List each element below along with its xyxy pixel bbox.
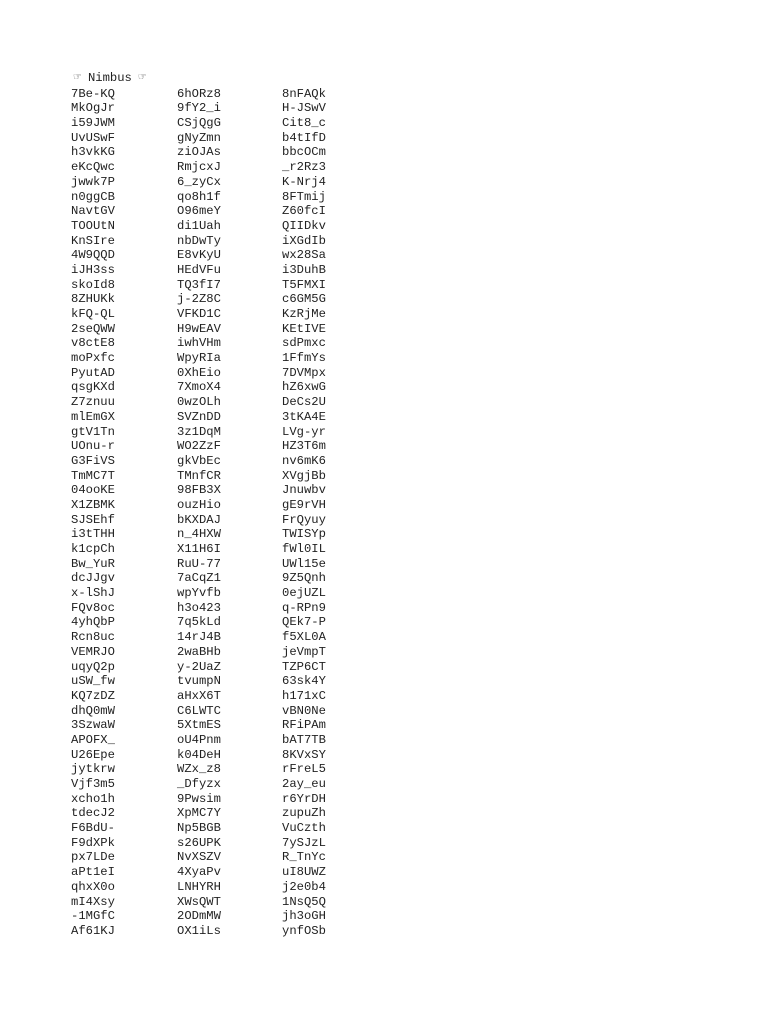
code-cell: mlEmGX <box>71 409 115 424</box>
code-cell: H9wEAV <box>177 321 221 336</box>
code-cell: RmjcxJ <box>177 160 221 175</box>
code-cell: 7aCqZ1 <box>177 571 221 586</box>
code-cell: wx28Sa <box>282 248 326 263</box>
code-cell: Jnuwbv <box>282 483 326 498</box>
code-cell: Vjf3m5 <box>71 777 115 791</box>
code-cell: 0XhEio <box>177 365 221 380</box>
code-cell: F6BdU- <box>71 821 115 836</box>
code-cell: tdecJ2 <box>71 806 115 821</box>
code-cell: TWISYp <box>282 527 326 542</box>
code-cell: px7LDe <box>71 850 115 865</box>
code-cell: 3SzwaW <box>71 718 115 733</box>
code-cell: UvUSwF <box>71 130 115 145</box>
code-cell: 6_zyCx <box>177 174 221 189</box>
code-cell: Np5BGB <box>177 821 221 836</box>
code-cell: VFKD1C <box>177 307 221 321</box>
pointing-hand-icon: ☞ <box>73 72 82 83</box>
code-cell: j-2Z8C <box>177 292 221 307</box>
code-cell: 9fY2_i <box>177 101 221 116</box>
code-cell: T5FMXI <box>282 277 326 292</box>
code-cell: 7DVMpx <box>282 365 326 380</box>
code-cell: LNHYRH <box>177 879 221 894</box>
code-cell: 9Z5Qnh <box>282 571 326 586</box>
code-cell: b4tIfD <box>282 130 326 145</box>
code-cell: TOOUtN <box>71 218 115 233</box>
code-cell: xcho1h <box>71 791 115 806</box>
code-cell: uI8UWZ <box>282 865 326 880</box>
code-cell: 7q5kLd <box>177 615 221 630</box>
code-cell: zupuZh <box>282 806 326 821</box>
code-cell: gE9rVH <box>282 497 326 512</box>
code-cell: mI4Xsy <box>71 894 115 909</box>
code-cell: WO2ZzF <box>177 439 221 454</box>
code-cell: skoId8 <box>71 277 115 292</box>
code-cell: U26Epe <box>71 747 115 762</box>
code-cell: E8vKyU <box>177 248 221 263</box>
code-cell: rFreL5 <box>282 762 326 777</box>
code-cell: ynfOSb <box>282 923 326 938</box>
code-cell: QEk7-P <box>282 615 326 630</box>
code-cell: XWsQWT <box>177 894 221 909</box>
code-cell: SJSEhf <box>71 512 115 527</box>
code-cell: HEdVFu <box>177 262 221 277</box>
code-cell: i3DuhB <box>282 262 326 277</box>
code-cell: bKXDAJ <box>177 512 221 527</box>
code-cell: fWl0IL <box>282 542 326 556</box>
code-cell: di1Uah <box>177 218 221 233</box>
code-cell: x-lShJ <box>71 586 115 601</box>
code-cell: 14rJ4B <box>177 630 221 645</box>
code-cell: TQ3fI7 <box>177 277 221 292</box>
code-cell: c6GM5G <box>282 292 326 307</box>
code-cell: C6LWTC <box>177 703 221 718</box>
code-cell: UOnu-r <box>71 439 115 454</box>
code-cell: hZ6xwG <box>282 380 326 395</box>
code-cell: 8KVxSY <box>282 747 326 762</box>
code-cell: s26UPK <box>177 835 221 850</box>
code-cell: LVg-yr <box>282 424 326 439</box>
code-cell: 9Pwsim <box>177 791 221 806</box>
code-cell: qsgKXd <box>71 380 115 395</box>
code-cell: NavtGV <box>71 204 115 219</box>
code-cell: qo8h1f <box>177 189 221 204</box>
code-cell: iXGdIb <box>282 233 326 248</box>
code-cell: jh3oGH <box>282 909 326 924</box>
code-cell: KQ7zDZ <box>71 688 115 703</box>
document-header <box>71 71 342 86</box>
code-cell: WpyRIa <box>177 351 221 366</box>
code-cell: 7XmoX4 <box>177 380 221 395</box>
code-cell: bAT7TB <box>282 732 326 747</box>
code-cell: gNyZmn <box>177 130 221 145</box>
code-cell: 2waBHb <box>177 644 221 659</box>
code-cell: FQv8oc <box>71 600 115 615</box>
code-cell: h171xC <box>282 688 326 703</box>
code-cell: dcJJgv <box>71 571 115 586</box>
code-cell: G3FiVS <box>71 453 115 468</box>
code-cell: tvumpN <box>177 674 221 689</box>
code-cell: kFQ-QL <box>71 307 115 321</box>
code-cell: 4yhQbP <box>71 615 115 630</box>
code-cell: 6hORz8 <box>177 86 221 101</box>
code-cell: WZx_z8 <box>177 762 221 777</box>
code-cell: 3tKA4E <box>282 409 326 424</box>
code-cell: dhQ0mW <box>71 703 115 718</box>
code-cell: 98FB3X <box>177 483 221 498</box>
code-cell: TMnfCR <box>177 468 221 483</box>
code-cell: KEtIVE <box>282 321 326 336</box>
code-cell: X11H6I <box>177 542 221 556</box>
code-cell: n0ggCB <box>71 189 115 204</box>
code-cell: _r2Rz3 <box>282 160 326 175</box>
code-cell: 2ay_eu <box>282 777 326 791</box>
code-cell: aHxX6T <box>177 688 221 703</box>
code-cell: gkVbEc <box>177 453 221 468</box>
code-cell: PyutAD <box>71 365 115 380</box>
code-cell: nv6mK6 <box>282 453 326 468</box>
code-cell: f5XL0A <box>282 630 326 645</box>
code-cell: 63sk4Y <box>282 674 326 689</box>
code-cell: 0wzOLh <box>177 395 221 410</box>
code-cell: FrQyuy <box>282 512 326 527</box>
code-cell: RFiPAm <box>282 718 326 733</box>
code-cell: H-JSwV <box>282 101 326 116</box>
code-cell: i59JWM <box>71 116 115 131</box>
code-cell: 8ZHUKk <box>71 292 115 307</box>
code-cell: Z60fcI <box>282 204 326 219</box>
code-cell: RuU-77 <box>177 556 221 571</box>
code-cell: j2e0b4 <box>282 879 326 894</box>
code-cell: TmMC7T <box>71 468 115 483</box>
code-cell: KzRjMe <box>282 307 326 321</box>
code-cell: 8nFAQk <box>282 86 326 101</box>
code-cell: APOFX_ <box>71 732 115 747</box>
code-cell: 0ejUZL <box>282 586 326 601</box>
code-cell: Rcn8uc <box>71 630 115 645</box>
code-cell: HZ3T6m <box>282 439 326 454</box>
code-cell: DeCs2U <box>282 395 326 410</box>
code-cell: O96meY <box>177 204 221 219</box>
code-cell: _Dfyzx <box>177 777 221 791</box>
code-cell: 7ySJzL <box>282 835 326 850</box>
code-cell: 2ODmMW <box>177 909 221 924</box>
code-cell: nbDwTy <box>177 233 221 248</box>
code-cell: 5XtmES <box>177 718 221 733</box>
code-cell: SVZnDD <box>177 409 221 424</box>
code-table <box>71 87 342 939</box>
code-cell: qhxX0o <box>71 879 115 894</box>
code-cell: Cit8_c <box>282 116 326 131</box>
code-cell: h3o423 <box>177 600 221 615</box>
code-cell: K-Nrj4 <box>282 174 326 189</box>
code-cell: 4W9QQD <box>71 248 115 263</box>
code-cell: v8ctE8 <box>71 336 115 351</box>
code-cell: 3z1DqM <box>177 424 221 439</box>
code-cell: k04DeH <box>177 747 221 762</box>
code-cell: bbcOCm <box>282 145 326 160</box>
code-cell: TZP6CT <box>282 659 326 674</box>
code-cell: Af61KJ <box>71 923 115 938</box>
code-cell: X1ZBMK <box>71 497 115 512</box>
code-cell: jytkrw <box>71 762 115 777</box>
code-cell: jwwk7P <box>71 174 115 189</box>
code-cell: uSW_fw <box>71 674 115 689</box>
code-cell: r6YrDH <box>282 791 326 806</box>
code-cell: Bw_YuR <box>71 556 115 571</box>
code-cell: n_4HXW <box>177 527 221 542</box>
code-cell: aPt1eI <box>71 865 115 880</box>
code-cell: eKcQwc <box>71 160 115 175</box>
code-cell: wpYvfb <box>177 586 221 601</box>
code-cell: iJH3ss <box>71 262 115 277</box>
code-cell: UWl15e <box>282 556 326 571</box>
code-cell: 8FTmij <box>282 189 326 204</box>
code-cell: i3tTHH <box>71 527 115 542</box>
document-title: Nimbus <box>87 71 132 85</box>
code-cell: 2seQWW <box>71 321 115 336</box>
code-cell: R_TnYc <box>282 850 326 865</box>
code-cell: 04ooKE <box>71 483 115 498</box>
code-cell: Z7znuu <box>71 395 115 410</box>
code-cell: k1cpCh <box>71 542 115 556</box>
code-cell: 1NsQ5Q <box>282 894 326 909</box>
code-cell: iwhVHm <box>177 336 221 351</box>
code-cell: 4XyaPv <box>177 865 221 880</box>
code-cell: h3vkKG <box>71 145 115 160</box>
code-cell: ouzHio <box>177 497 221 512</box>
code-cell: gtV1Tn <box>71 424 115 439</box>
pointing-hand-icon: ☞ <box>137 72 147 83</box>
code-cell: CSjQgG <box>177 116 221 131</box>
code-cell: F9dXPk <box>71 835 115 850</box>
code-cell: -1MGfC <box>71 909 115 924</box>
code-cell: 7Be-KQ <box>71 86 115 101</box>
code-cell: y-2UaZ <box>177 659 221 674</box>
code-cell: moPxfc <box>71 351 115 366</box>
code-cell: sdPmxc <box>282 336 326 351</box>
code-cell: uqyQ2p <box>71 659 115 674</box>
code-cell: 1FfmYs <box>282 351 326 366</box>
code-cell: ziOJAs <box>177 145 221 160</box>
code-cell: oU4Pnm <box>177 732 221 747</box>
code-cell: KnSIre <box>71 233 115 248</box>
code-cell: NvXSZV <box>177 850 221 865</box>
code-cell: q-RPn9 <box>282 600 326 615</box>
code-cell: jeVmpT <box>282 644 326 659</box>
code-cell: QIIDkv <box>282 218 326 233</box>
code-cell: XpMC7Y <box>177 806 221 821</box>
code-cell: OX1iLs <box>177 923 221 938</box>
code-cell: VuCzth <box>282 821 326 836</box>
code-cell: MkOgJr <box>71 101 115 116</box>
code-cell: XVgjBb <box>282 468 326 483</box>
document-page <box>71 71 342 939</box>
code-cell: vBN0Ne <box>282 703 326 718</box>
code-cell: VEMRJO <box>71 644 115 659</box>
